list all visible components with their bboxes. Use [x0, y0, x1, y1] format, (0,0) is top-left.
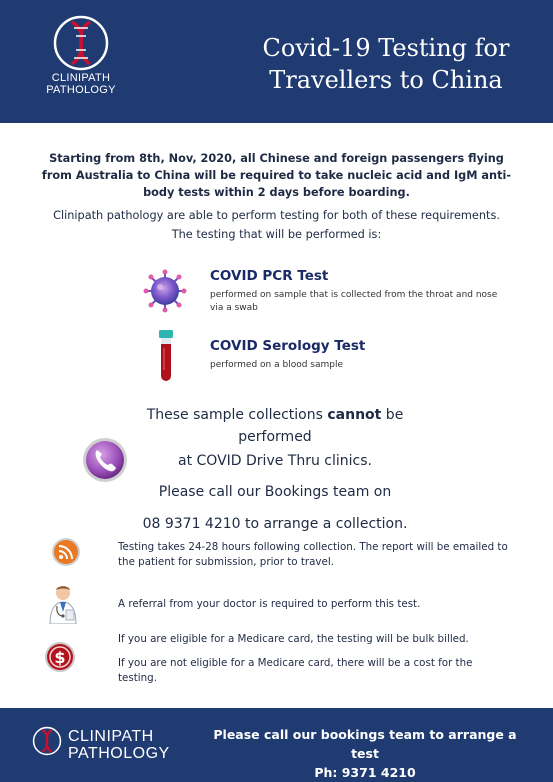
doctor-icon	[46, 584, 80, 628]
footer-phone-number[interactable]: Ph: 9371 4210	[314, 765, 416, 780]
logo-text-clinipath: CLINIPATH	[51, 72, 111, 84]
svg-text:$: $	[54, 648, 66, 667]
footer-call-line: Please call our bookings team to arrange a test	[213, 727, 517, 761]
logo-text-pathology: PATHOLOGY	[46, 84, 116, 96]
clinipath-logo[interactable]	[36, 14, 126, 96]
footer-logo-text	[68, 728, 170, 762]
medicare-not-eligible-info: If you are not eligible for a Medicare card, there will be a cost for the testing.	[118, 657, 473, 684]
intro-statement: Starting from 8th, Nov, 2020, all Chinese and foreign passengers flying from Australia to China will be required to take nucleic acid and IgM anti-body tests within 2 days before boarding.	[41, 152, 512, 199]
serology-test-title: COVID Serology Test	[210, 338, 366, 354]
footer-logo-mark[interactable]	[32, 726, 62, 760]
title-line-2: Travellers to China	[269, 66, 503, 94]
footer-logo-line-2: PATHOLOGY	[68, 745, 170, 762]
collection-notice	[110, 404, 440, 538]
footer-banner	[0, 708, 553, 782]
footer-call-to-action	[200, 725, 530, 782]
title-line-1: Covid-19 Testing for	[262, 34, 510, 62]
sub-intro-line-1: Clinipath pathology are able to perform testing for both of these requirements.	[53, 209, 500, 222]
referral-info: A referral from your doctor is required to perform this test.	[118, 598, 421, 610]
dollar-icon	[44, 641, 76, 677]
page-title	[236, 32, 536, 96]
pcr-test-title: COVID PCR Test	[210, 268, 329, 284]
serology-test-item	[210, 338, 510, 372]
sub-intro-line-2: The testing that will be performed is:	[171, 228, 382, 241]
header-banner	[0, 0, 553, 123]
notice-line-3: Please call our Bookings team on	[158, 484, 392, 500]
virus-icon	[142, 268, 188, 318]
notice-line-2: at COVID Drive Thru clinics.	[178, 453, 372, 469]
notice-emphasis: cannot	[327, 407, 382, 423]
medicare-eligible-info: If you are eligible for a Medicare card, the testing will be bulk billed.	[118, 633, 469, 645]
turnaround-info: Testing takes 24-28 hours following collection. The report will be emailed to the patient for submission, prior to travel.	[118, 541, 508, 568]
footer-logo-line-1: CLINIPATH	[68, 728, 154, 745]
footer-dna-logo-icon	[32, 726, 62, 756]
blood-tube-icon	[158, 330, 174, 388]
notice-line-1: These sample collections cannot be performed	[146, 407, 404, 445]
pcr-test-description: performed on sample that is collected from the throat and nose via a swab	[210, 290, 498, 313]
serology-test-description: performed on a blood sample	[210, 360, 344, 370]
sub-intro	[30, 206, 523, 244]
rss-icon	[51, 537, 81, 571]
pcr-test-item	[210, 268, 510, 315]
notice-phone-line[interactable]: 08 9371 4210 to arrange a collection.	[142, 516, 408, 532]
dna-logo-icon	[52, 14, 110, 72]
